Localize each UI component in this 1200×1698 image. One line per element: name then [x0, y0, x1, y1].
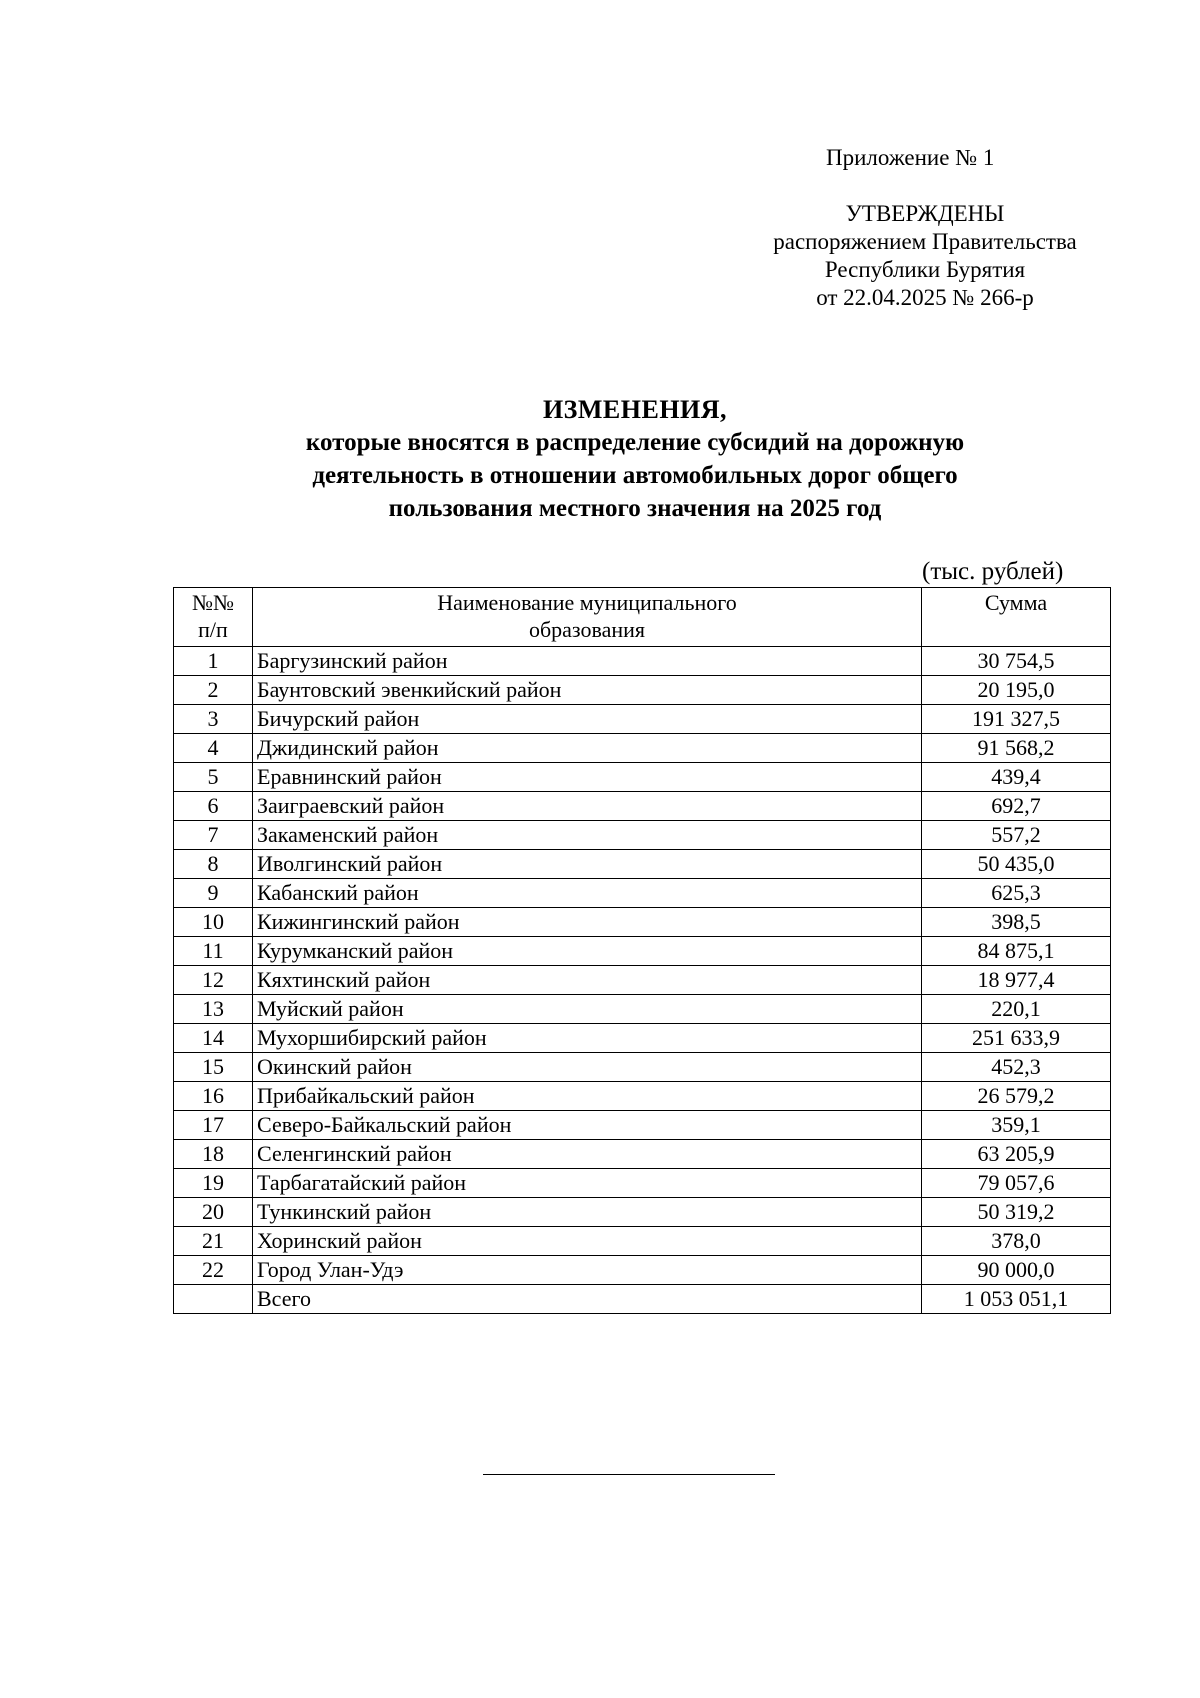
row-sum-cell: 26 579,2	[922, 1082, 1111, 1111]
row-number-cell: 3	[174, 705, 253, 734]
table-row	[174, 1140, 1111, 1169]
row-number-cell: 9	[174, 879, 253, 908]
row-sum-cell: 692,7	[922, 792, 1111, 821]
table-header-row	[174, 588, 1111, 647]
document-subtitle-line: которые вносятся в распределение субсидий на дорожную	[305, 429, 965, 456]
row-name-cell: Тарбагатайский район	[253, 1169, 922, 1198]
column-header-number	[174, 588, 253, 647]
table-row	[174, 792, 1111, 821]
table-total-row	[174, 1285, 1111, 1314]
row-name-cell: Северо-Байкальский район	[253, 1111, 922, 1140]
document-subtitle-line: пользования местного значения на 2025 год	[388, 495, 882, 522]
document-heading	[140, 393, 1130, 525]
row-number-cell: 4	[174, 734, 253, 763]
row-sum-cell: 20 195,0	[922, 676, 1111, 705]
total-sum-cell: 1 053 051,1	[922, 1285, 1111, 1314]
row-number-cell: 2	[174, 676, 253, 705]
row-number-cell: 12	[174, 966, 253, 995]
row-name-cell: Заиграевский район	[253, 792, 922, 821]
row-name-cell: Селенгинский район	[253, 1140, 922, 1169]
row-number-cell: 8	[174, 850, 253, 879]
table-row	[174, 647, 1111, 676]
table-row	[174, 908, 1111, 937]
row-number-cell: 19	[174, 1169, 253, 1198]
table-row	[174, 1227, 1111, 1256]
footer-divider	[483, 1474, 775, 1475]
row-number-cell: 17	[174, 1111, 253, 1140]
row-name-cell: Бичурский район	[253, 705, 922, 734]
total-number-cell	[174, 1285, 253, 1314]
table-row	[174, 1024, 1111, 1053]
table-row	[174, 1053, 1111, 1082]
row-name-cell: Хоринский район	[253, 1227, 922, 1256]
row-name-cell: Кяхтинский район	[253, 966, 922, 995]
row-name-cell: Город Улан-Удэ	[253, 1256, 922, 1285]
row-name-cell: Еравнинский район	[253, 763, 922, 792]
attachment-label: Приложение № 1	[826, 145, 995, 170]
column-header-text: образования	[528, 617, 646, 642]
row-sum-cell: 452,3	[922, 1053, 1111, 1082]
row-name-cell: Прибайкальский район	[253, 1082, 922, 1111]
row-number-cell: 7	[174, 821, 253, 850]
table-row	[174, 821, 1111, 850]
row-name-cell: Курумканский район	[253, 937, 922, 966]
row-name-cell: Тункинский район	[253, 1198, 922, 1227]
row-sum-cell: 359,1	[922, 1111, 1111, 1140]
row-sum-cell: 625,3	[922, 879, 1111, 908]
row-sum-cell: 30 754,5	[922, 647, 1111, 676]
column-header-text: Наименование муниципального	[437, 590, 737, 615]
row-sum-cell: 50 435,0	[922, 850, 1111, 879]
row-name-cell: Джидинский район	[253, 734, 922, 763]
table-row	[174, 1082, 1111, 1111]
units-label: (тыс. рублей)	[922, 558, 1064, 585]
row-sum-cell: 191 327,5	[922, 705, 1111, 734]
table-row	[174, 734, 1111, 763]
row-sum-cell: 378,0	[922, 1227, 1111, 1256]
row-number-cell: 18	[174, 1140, 253, 1169]
table-row	[174, 1256, 1111, 1285]
row-name-cell: Мухоршибирский район	[253, 1024, 922, 1053]
table-row	[174, 763, 1111, 792]
approval-line: распоряжением Правительства	[773, 229, 1077, 254]
row-sum-cell: 398,5	[922, 908, 1111, 937]
row-sum-cell: 79 057,6	[922, 1169, 1111, 1198]
table-row	[174, 995, 1111, 1024]
row-name-cell: Баунтовский эвенкийский район	[253, 676, 922, 705]
row-number-cell: 21	[174, 1227, 253, 1256]
table-row	[174, 879, 1111, 908]
row-name-cell: Кабанский район	[253, 879, 922, 908]
column-header-sum	[922, 588, 1111, 647]
row-number-cell: 1	[174, 647, 253, 676]
column-header-text: Сумма	[984, 590, 1048, 615]
table-row	[174, 850, 1111, 879]
total-label-cell: Всего	[253, 1285, 922, 1314]
row-sum-cell: 91 568,2	[922, 734, 1111, 763]
row-number-cell: 14	[174, 1024, 253, 1053]
row-number-cell: 10	[174, 908, 253, 937]
row-number-cell: 22	[174, 1256, 253, 1285]
row-sum-cell: 251 633,9	[922, 1024, 1111, 1053]
table-row	[174, 1169, 1111, 1198]
row-number-cell: 5	[174, 763, 253, 792]
approval-block	[730, 200, 1120, 312]
row-sum-cell: 18 977,4	[922, 966, 1111, 995]
document-title: ИЗМЕНЕНИЯ,	[542, 395, 728, 424]
approval-line: от 22.04.2025 № 266-р	[816, 285, 1034, 310]
table-row	[174, 705, 1111, 734]
row-number-cell: 13	[174, 995, 253, 1024]
row-number-cell: 6	[174, 792, 253, 821]
row-sum-cell: 220,1	[922, 995, 1111, 1024]
table-row	[174, 676, 1111, 705]
subsidy-table	[173, 587, 1111, 1314]
document-subtitle-line: деятельность в отношении автомобильных дорог общего	[312, 462, 958, 489]
row-sum-cell: 84 875,1	[922, 937, 1111, 966]
approval-line: УТВЕРЖДЕНЫ	[845, 201, 1005, 226]
row-sum-cell: 439,4	[922, 763, 1111, 792]
row-number-cell: 16	[174, 1082, 253, 1111]
column-header-text: №№	[192, 590, 234, 615]
table-row	[174, 966, 1111, 995]
row-name-cell: Кижингинский район	[253, 908, 922, 937]
column-header-name	[253, 588, 922, 647]
row-name-cell: Закаменский район	[253, 821, 922, 850]
row-name-cell: Иволгинский район	[253, 850, 922, 879]
column-header-text: п/п	[198, 617, 228, 642]
row-number-cell: 15	[174, 1053, 253, 1082]
row-name-cell: Муйский район	[253, 995, 922, 1024]
row-name-cell: Баргузинский район	[253, 647, 922, 676]
row-name-cell: Окинский район	[253, 1053, 922, 1082]
row-sum-cell: 557,2	[922, 821, 1111, 850]
table-row	[174, 1198, 1111, 1227]
table-body	[174, 647, 1111, 1314]
row-sum-cell: 63 205,9	[922, 1140, 1111, 1169]
table-row	[174, 1111, 1111, 1140]
table-row	[174, 937, 1111, 966]
approval-line: Республики Бурятия	[824, 257, 1026, 282]
row-number-cell: 20	[174, 1198, 253, 1227]
row-sum-cell: 90 000,0	[922, 1256, 1111, 1285]
row-sum-cell: 50 319,2	[922, 1198, 1111, 1227]
row-number-cell: 11	[174, 937, 253, 966]
